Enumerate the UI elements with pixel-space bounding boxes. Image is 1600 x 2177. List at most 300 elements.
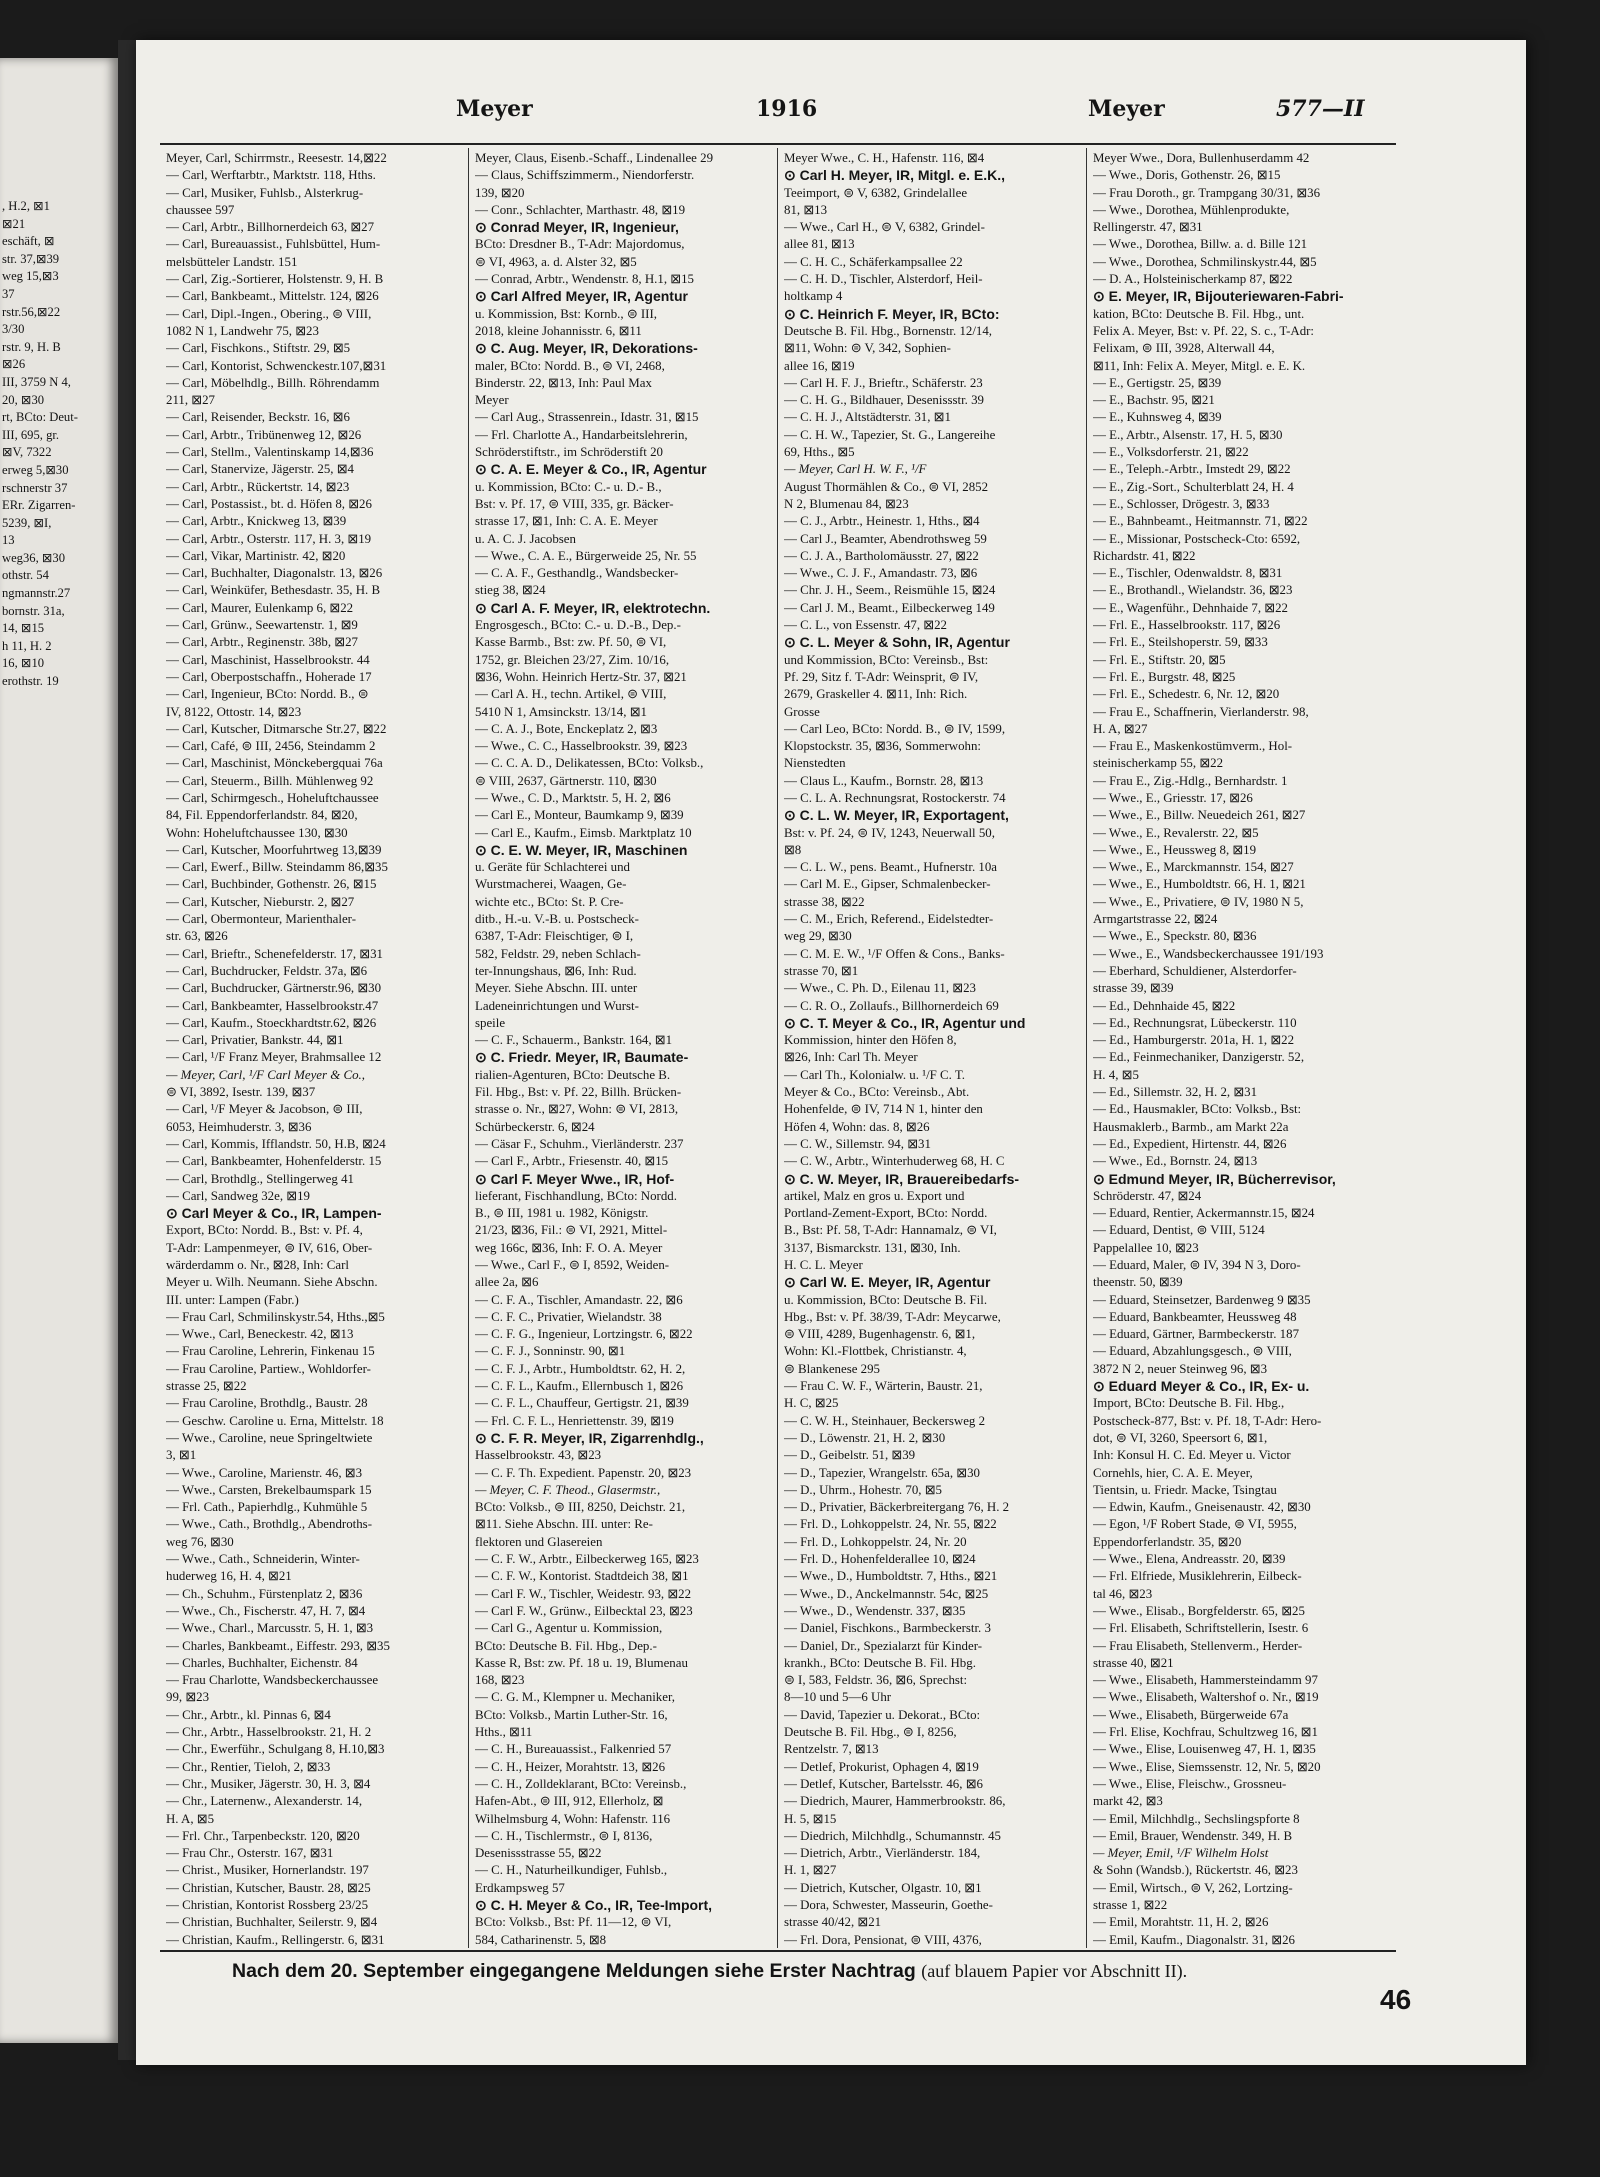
directory-entry-line: — Carl Aug., Strassenrein., Idastr. 31, ⊠15 bbox=[475, 410, 699, 425]
directory-entry-line: — Carl, Brieftr., Schenefelderstr. 17, ⊠31 bbox=[166, 946, 383, 961]
directory-entry-line: BCto: Volksb., Martin Luther-Str. 16, bbox=[475, 1707, 668, 1722]
directory-entry-line: — Carl F. W., Tischler, Weidestr. 93, ⊠22 bbox=[475, 1586, 692, 1601]
directory-entry-line: — E., Bahnbeamt., Heitmannstr. 71, ⊠22 bbox=[1093, 514, 1308, 529]
directory-entry-line: allee 16, ⊠19 bbox=[784, 358, 855, 373]
directory-entry-line: Hths., ⊠11 bbox=[475, 1725, 533, 1740]
directory-entry-line: — Frau Caroline, Lehrerin, Finkenau 15 bbox=[166, 1344, 375, 1359]
facing-page-line: ERr. Zigarren- bbox=[2, 498, 76, 513]
directory-entry-line: — Meyer, Emil, ¹/F Wilhelm Holst bbox=[1093, 1846, 1269, 1861]
directory-entry-line: — Wwe., C. Ph. D., Eilenau 11, ⊠23 bbox=[784, 981, 976, 996]
directory-entry-line: Meyer. Siehe Abschn. III. unter bbox=[475, 981, 638, 996]
directory-entry-line: ⊙ E. Meyer, IR, Bijouteriewaren-Fabri- bbox=[1093, 288, 1344, 305]
directory-entry-line: — D. A., Holsteinischerkamp 87, ⊠22 bbox=[1093, 272, 1293, 287]
directory-entry-line: — Carl, Zig.-Sortierer, Holstenstr. 9, H. B bbox=[166, 272, 384, 287]
directory-entry-line: — C. R. O., Zollaufs., Billhornerdeich 69 bbox=[784, 998, 999, 1013]
directory-entry-line: Hohenfelde, ⊜ IV, 714 N 1, hinter den bbox=[784, 1102, 983, 1117]
directory-entry-line: H. C. L. Meyer bbox=[784, 1258, 863, 1272]
directory-entry-line: — C. F. W., Kontorist. Stadtdeich 38, ⊠1 bbox=[475, 1569, 689, 1584]
book-gutter bbox=[118, 40, 136, 2060]
directory-entry-line: — Ed., Feinmechaniker, Danzigerstr. 52, bbox=[1093, 1050, 1305, 1065]
directory-entry-line: 211, ⊠27 bbox=[166, 393, 215, 408]
directory-entry-line: — Carl, Bankbeamter, Hohenfelderstr. 15 bbox=[166, 1154, 382, 1169]
directory-entry-line: — D., Geibelstr. 51, ⊠39 bbox=[784, 1448, 916, 1463]
directory-entry-line: — Emil, Morahtstr. 11, H. 2, ⊠26 bbox=[1093, 1915, 1269, 1930]
directory-entry-line: B., Bst: Pf. 58, T-Adr: Hannamalz, ⊜ VI, bbox=[784, 1223, 997, 1238]
column-1 bbox=[160, 148, 469, 1948]
directory-entry-line: strasse 70, ⊠1 bbox=[784, 963, 859, 978]
directory-entry-line: — Frl. Charlotte A., Handarbeitslehrerin, bbox=[475, 427, 688, 442]
directory-entry-line: wärderdamm o. Nr., ⊠28, Inh: Carl bbox=[166, 1258, 349, 1272]
directory-entry-line: — Wwe., Dorothea, Mühlenprodukte, bbox=[1093, 202, 1290, 217]
directory-entry-line: Meyer, Claus, Eisenb.-Schaff., Lindenallee 29 bbox=[475, 151, 714, 165]
directory-entry-line: Hbg., Bst: v. Pf. 38/39, T-Adr: Meycarwe, bbox=[784, 1309, 1001, 1324]
directory-entry-line: — Wwe., D., Anckelmannstr. 54c, ⊠25 bbox=[784, 1586, 989, 1601]
directory-entry-line: — Wwe., Caroline, neue Springeltwiete bbox=[166, 1430, 373, 1445]
directory-entry-line: — Carl, Werftarbtr., Marktstr. 118, Hths. bbox=[166, 168, 376, 183]
directory-entry-line: ⊙ Carl Meyer & Co., IR, Lampen- bbox=[166, 1205, 382, 1222]
directory-entry-line: — C. H. D., Tischler, Alsterdorf, Heil- bbox=[784, 272, 983, 287]
directory-entry-line: ⊜ VI, 3892, Isestr. 139, ⊠37 bbox=[166, 1085, 316, 1100]
directory-entry-line: IV, 8122, Ottostr. 14, ⊠23 bbox=[166, 704, 302, 719]
directory-entry-line: — Wwe., Ch., Fischerstr. 47, H. 7, ⊠4 bbox=[166, 1603, 366, 1618]
header-rule bbox=[160, 143, 1396, 145]
directory-entry-line: ⊠36, Wohn. Heinrich Hertz-Str. 37, ⊠21 bbox=[475, 669, 687, 684]
directory-entry-line: B., ⊜ III, 1981 u. 1982, Königstr. bbox=[475, 1206, 649, 1221]
directory-entry-line: ⊙ Conrad Meyer, IR, Ingenieur, bbox=[475, 219, 679, 236]
directory-entry-line: melsbütteler Landstr. 151 bbox=[166, 254, 298, 269]
directory-entry-line: — Frau Doroth., gr. Trampgang 30/31, ⊠36 bbox=[1093, 185, 1321, 200]
directory-entry-line: Portland-Zement-Export, BCto: Nordd. bbox=[784, 1206, 988, 1221]
directory-entry-line: — Carl, Arbtr., Osterstr. 117, H. 3, ⊠19 bbox=[166, 531, 372, 546]
directory-entry-line: — Frl. E., Burgstr. 48, ⊠25 bbox=[1093, 669, 1236, 684]
directory-entry-line: — Wwe., E., Griesstr. 17, ⊠26 bbox=[1093, 790, 1253, 805]
directory-entry-line: — Detlef, Kutscher, Bartelsstr. 46, ⊠6 bbox=[784, 1776, 983, 1791]
directory-entry-line: BCto: Volksb., Bst: Pf. 11—12, ⊜ VI, bbox=[475, 1915, 672, 1930]
directory-entry-line: 2018, kleine Johannisstr. 6, ⊠11 bbox=[475, 323, 642, 338]
directory-entry-line: ⊙ C. F. R. Meyer, IR, Zigarrenhdlg., bbox=[475, 1429, 704, 1446]
directory-entry-line: ⊜ VIII, 2637, Gärtnerstr. 110, ⊠30 bbox=[475, 773, 657, 788]
directory-entry-line: Erdkampsweg 57 bbox=[475, 1880, 565, 1895]
directory-entry-line: — Edwin, Kaufm., Gneisenaustr. 42, ⊠30 bbox=[1093, 1500, 1311, 1515]
directory-entry-line: Binderstr. 22, ⊠13, Inh: Paul Max bbox=[475, 375, 652, 390]
directory-entry-line: 8—10 und 5—6 Uhr bbox=[784, 1690, 892, 1705]
page-header bbox=[156, 96, 1396, 136]
directory-entry-line: — Carl, Kaufm., Stoeckhardtstr.62, ⊠26 bbox=[166, 1015, 377, 1030]
directory-entry-line: kation, BCto: Deutsche B. Fil. Hbg., unt. bbox=[1093, 306, 1305, 321]
directory-entry-line: — E., Missionar, Postscheck-Cto: 6592, bbox=[1093, 531, 1301, 546]
directory-entry-line: Richardstr. 41, ⊠22 bbox=[1093, 548, 1196, 563]
directory-entry-line: — Wwe., E., Marckmannstr. 154, ⊠27 bbox=[1093, 860, 1294, 875]
facing-page-line: rstr.56,⊠22 bbox=[2, 304, 61, 319]
directory-entry-line: — Carl, Reisender, Beckstr. 16, ⊠6 bbox=[166, 410, 350, 425]
directory-entry-line: ⊜ VI, 4963, a. d. Alster 32, ⊠5 bbox=[475, 254, 637, 269]
directory-entry-line: weg 166c, ⊠36, Inh: F. O. A. Meyer bbox=[475, 1240, 663, 1255]
directory-entry-line: — Carl, Stellm., Valentinskamp 14,⊠36 bbox=[166, 445, 374, 460]
directory-entry-line: — C. F. A., Tischler, Amandastr. 22, ⊠6 bbox=[475, 1292, 683, 1307]
directory-entry-line: ditb., H.-u. V.-B. u. Postscheck- bbox=[475, 912, 639, 927]
facing-page-text bbox=[0, 58, 118, 691]
directory-entry-line: — Carl, Weinküfer, Bethesdastr. 35, H. B bbox=[166, 583, 381, 598]
directory-entry-line: Meyer bbox=[475, 393, 509, 408]
directory-entry-line: huderweg 16, H. 4, ⊠21 bbox=[166, 1569, 292, 1584]
facing-page-line: 14, ⊠15 bbox=[2, 621, 45, 636]
facing-page-line: 5239, ⊠I, bbox=[2, 515, 52, 530]
directory-entry-line: — Carl, Arbtr., Rückertstr. 14, ⊠23 bbox=[166, 479, 350, 494]
directory-entry-line: chaussee 597 bbox=[166, 202, 235, 217]
directory-entry-line: — Christian, Kontorist Rossberg 23/25 bbox=[166, 1897, 369, 1912]
directory-entry-line: Inh: Konsul H. C. Ed. Meyer u. Victor bbox=[1093, 1448, 1291, 1463]
directory-entry-line: — Wwe., Elise, Siemssenstr. 12, Nr. 5, ⊠20 bbox=[1093, 1759, 1321, 1774]
directory-entry-line: Pf. 29, Sitz f. T-Adr: Weinsprit, ⊜ IV, bbox=[784, 669, 979, 684]
directory-entry-line: — Wwe., Carl, Beneckestr. 42, ⊠13 bbox=[166, 1327, 354, 1342]
directory-entry-line: — E., Teleph.-Arbtr., Imstedt 29, ⊠22 bbox=[1093, 462, 1291, 477]
directory-entry-line: — Carl, Steuerm., Billh. Mühlenweg 92 bbox=[166, 773, 374, 788]
directory-entry-line: — Geschw. Caroline u. Erna, Mittelstr. 18 bbox=[166, 1413, 384, 1428]
directory-entry-line: stieg 38, ⊠24 bbox=[475, 583, 546, 598]
directory-entry-line: — D., Tapezier, Wrangelstr. 65a, ⊠30 bbox=[784, 1465, 980, 1480]
facing-page-line: ngmannstr.27 bbox=[2, 586, 71, 601]
directory-entry-line: Meyer, Carl, Schirrmstr., Reesestr. 14,⊠22 bbox=[166, 151, 387, 165]
directory-entry-line: — Carl, Arbtr., Knickweg 13, ⊠39 bbox=[166, 514, 347, 529]
directory-entry-line: — Carl, Oberpostschaffn., Hoherade 17 bbox=[166, 669, 372, 684]
directory-entry-line: — Wwe., Dorothea, Schmilinskystr.44, ⊠5 bbox=[1093, 254, 1317, 269]
directory-entry-line: — Ed., Sillemstr. 32, H. 2, ⊠31 bbox=[1093, 1085, 1258, 1100]
directory-entry-line: — Wwe., Cath., Schneiderin, Winter- bbox=[166, 1552, 360, 1567]
directory-entry-line: Wilhelmsburg 4, Wohn: Hafenstr. 116 bbox=[475, 1811, 671, 1826]
directory-entry-line: — Carl, Maschinist, Mönckebergquai 76a bbox=[166, 756, 383, 771]
directory-entry-line: u. A. C. J. Jacobsen bbox=[475, 531, 576, 546]
directory-entry-line: strasse 17, ⊠1, Inh: C. A. E. Meyer bbox=[475, 514, 658, 529]
directory-entry-line: tal 46, ⊠23 bbox=[1093, 1586, 1153, 1601]
facing-page-line: ⊠21 bbox=[2, 216, 26, 231]
directory-entry-line: strasse 25, ⊠22 bbox=[166, 1379, 247, 1394]
directory-entry-line: strasse 40, ⊠21 bbox=[1093, 1655, 1174, 1670]
directory-entry-line: weg 76, ⊠30 bbox=[166, 1534, 234, 1549]
directory-entry-line: — C. F., Schauerm., Bankstr. 164, ⊠1 bbox=[475, 1033, 673, 1048]
facing-page-line: str. 37,⊠39 bbox=[2, 251, 60, 266]
directory-entry-line: — D., Löwenstr. 21, H. 2, ⊠30 bbox=[784, 1430, 946, 1445]
directory-entry-line: — Frau Caroline, Partiew., Wohldorfer- bbox=[166, 1361, 371, 1376]
directory-entry-line: Armgartstrasse 22, ⊠24 bbox=[1093, 912, 1218, 927]
directory-entry-line: — Carl, Kutscher, Ditmarsche Str.27, ⊠22 bbox=[166, 721, 387, 736]
signature-mark: 46 bbox=[1380, 1984, 1412, 2015]
facing-page-line: 20, ⊠30 bbox=[2, 392, 45, 407]
directory-entry-line: 6053, Heimhuderstr. 3, ⊠36 bbox=[166, 1119, 312, 1134]
directory-entry-line: — Ed., Hausmakler, BCto: Volksb., Bst: bbox=[1093, 1102, 1302, 1117]
facing-page-line: rt, BCto: Deut- bbox=[2, 410, 78, 425]
directory-entry-line: 582, Feldstr. 29, neben Schlach- bbox=[475, 946, 641, 961]
directory-entry-line: Grosse bbox=[784, 704, 820, 719]
directory-entry-line: — Claus, Schiffszimmerm., Niendorferstr. bbox=[475, 168, 695, 183]
directory-entry-line: — C. H. C., Schäferkampsallee 22 bbox=[784, 254, 963, 269]
directory-entry-line: — Frl. Elise, Kochfrau, Schultzweg 16, ⊠1 bbox=[1093, 1725, 1318, 1740]
directory-entry-line: — C. F. L., Kaufm., Ellernbusch 1, ⊠26 bbox=[475, 1379, 684, 1394]
directory-entry-line: — Meyer, Carl, ¹/F Carl Meyer & Co., bbox=[166, 1067, 365, 1082]
directory-entry-line: ⊜ VIII, 4289, Bugenhagenstr. 6, ⊠1, bbox=[784, 1327, 976, 1342]
header-right-keyword: Meyer bbox=[1088, 96, 1165, 122]
directory-entry-line: 2679, Graskeller 4. ⊠11, Inh: Rich. bbox=[784, 687, 968, 702]
directory-entry-line: H. C, ⊠25 bbox=[784, 1396, 839, 1411]
directory-entry-line: — Carl F. W., Grünw., Eilbecktal 23, ⊠23 bbox=[475, 1603, 693, 1618]
directory-entry-line: steinischerkamp 55, ⊠22 bbox=[1093, 756, 1224, 771]
directory-entry-line: — Carl F., Arbtr., Friesenstr. 40, ⊠15 bbox=[475, 1154, 669, 1169]
directory-entry-line: — Carl A. H., techn. Artikel, ⊜ VIII, bbox=[475, 687, 667, 702]
directory-entry-line: — Wwe., E., Revalerstr. 22, ⊠5 bbox=[1093, 825, 1259, 840]
directory-entry-line: H. 1, ⊠27 bbox=[784, 1863, 837, 1878]
directory-entry-line: — C. H. G., Bildhauer, Desenissstr. 39 bbox=[784, 393, 984, 408]
directory-entry-line: — C. M. E. W., ¹/F Offen & Cons., Banks- bbox=[784, 946, 1005, 961]
directory-entry-line: — C. C. A. D., Delikatessen, BCto: Volksb., bbox=[475, 756, 704, 771]
directory-entry-line: 3872 N 2, neuer Steinweg 96, ⊠3 bbox=[1093, 1361, 1268, 1376]
directory-entry-line: — Wwe., C. C., Hasselbrookstr. 39, ⊠23 bbox=[475, 739, 688, 754]
directory-entry-line: u. Kommission, Bst: Kornb., ⊜ III, bbox=[475, 306, 657, 321]
directory-entry-line: — Carl, Musiker, Fuhlsb., Alsterkrug- bbox=[166, 185, 364, 200]
directory-entry-line: ⊠8 bbox=[784, 842, 802, 857]
directory-entry-line: — Frau Chr., Osterstr. 167, ⊠31 bbox=[166, 1846, 334, 1861]
directory-entry-line: — Frl. Elisabeth, Schriftstellerin, Isestr. 6 bbox=[1093, 1621, 1309, 1636]
directory-entry-line: — Carl, Postassist., bt. d. Höfen 8, ⊠26 bbox=[166, 496, 372, 511]
directory-entry-line: — Wwe., E., Heussweg 8, ⊠19 bbox=[1093, 842, 1257, 857]
facing-page-line: weg 15,⊠3 bbox=[2, 269, 59, 284]
directory-entry-line: — Wwe., D., Wendenstr. 337, ⊠35 bbox=[784, 1603, 966, 1618]
directory-entry-line: Deutsche B. Fil. Hbg., ⊜ I, 8256, bbox=[784, 1725, 957, 1740]
directory-entry-line: Import, BCto: Deutsche B. Fil. Hbg., bbox=[1093, 1396, 1285, 1411]
directory-entry-line: speile bbox=[475, 1015, 506, 1030]
facing-page-line: ⊠V, 7322 bbox=[2, 445, 52, 460]
directory-entry-line: — Frl. Dora, Pensionat, ⊜ VIII, 4376, bbox=[784, 1932, 982, 1947]
directory-entry-line: Meyer u. Wilh. Neumann. Siehe Abschn. bbox=[166, 1275, 378, 1290]
footer-rule bbox=[160, 1950, 1396, 1952]
directory-entry-line: — Eduard, Rentier, Ackermannstr.15, ⊠24 bbox=[1093, 1206, 1315, 1221]
directory-entry-line: BCto: Dresdner B., T-Adr: Majordomus, bbox=[475, 237, 685, 252]
directory-entry-line: — C. L. A. Rechnungsrat, Rostockerstr. 74 bbox=[784, 790, 1006, 805]
facing-page-line: eschäft, ⊠ bbox=[2, 234, 55, 249]
footer-text: Nach dem 20. September eingegangene Meldungen siehe Erster Nachtrag bbox=[232, 1960, 916, 1982]
directory-entry-line: — E., Arbtr., Alsenstr. 17, H. 5, ⊠30 bbox=[1093, 427, 1283, 442]
header-page-number: 577—II bbox=[1276, 96, 1365, 122]
directory-entry-line: — Carl, Buchbinder, Gothenstr. 26, ⊠15 bbox=[166, 877, 377, 892]
directory-entry-line: — Wwe., Elise, Fleischw., Grossneu- bbox=[1093, 1776, 1287, 1791]
directory-entry-line: — Wwe., C. J. F., Amandastr. 73, ⊠6 bbox=[784, 566, 978, 581]
directory-entry-line: BCto: Deutsche B. Fil. Hbg., Dep.- bbox=[475, 1638, 657, 1653]
directory-entry-line: u. Kommission, BCto: C.- u. D.- B., bbox=[475, 479, 662, 494]
directory-entry-line: — Frau E., Maskenkostümverm., Hol- bbox=[1093, 739, 1293, 754]
directory-entry-line: — Carl H. F. J., Brieftr., Schäferstr. 23 bbox=[784, 375, 983, 390]
directory-entry-line: — C. M., Erich, Referend., Eidelstedter- bbox=[784, 912, 994, 927]
facing-page bbox=[0, 58, 118, 2043]
directory-entry-line: 81, ⊠13 bbox=[784, 202, 828, 217]
directory-entry-line: 84, Fil. Eppendorferlandstr. 84, ⊠20, bbox=[166, 808, 358, 823]
directory-entry-line: — Wwe., Dorothea, Billw. a. d. Bille 121 bbox=[1093, 237, 1308, 252]
facing-page-line: 3/30 bbox=[2, 322, 25, 337]
directory-entry-line: — E., Wagenführ., Dehnhaide 7, ⊠22 bbox=[1093, 600, 1288, 615]
directory-entry-line: Bst: v. Pf. 17, ⊜ VIII, 335, gr. Bäcker- bbox=[475, 496, 674, 511]
directory-entry-line: — Carl, ¹/F Franz Meyer, Brahmsallee 12 bbox=[166, 1050, 382, 1065]
directory-entry-line: — E., Brothandl., Wielandstr. 36, ⊠23 bbox=[1093, 583, 1293, 598]
directory-entry-line: Nienstedten bbox=[784, 756, 846, 771]
directory-entry-line: — Frl. D., Hohenfelderallee 10, ⊠24 bbox=[784, 1552, 976, 1567]
directory-entry-line: — Carl E., Kaufm., Eimsb. Marktplatz 10 bbox=[475, 825, 692, 840]
directory-entry-line: — Carl, Ewerf., Billw. Steindamm 86,⊠35 bbox=[166, 860, 388, 875]
directory-entry-line: — C. L., von Essenstr. 47, ⊠22 bbox=[784, 618, 947, 633]
directory-entry-line: — Carl, Buchhalter, Diagonalstr. 13, ⊠26 bbox=[166, 566, 383, 581]
directory-entry-line: — Diedrich, Maurer, Hammerbrookstr. 86, bbox=[784, 1794, 1006, 1809]
directory-entry-line: August Thormählen & Co., ⊜ VI, 2852 bbox=[784, 479, 989, 494]
directory-entry-line: ⊙ C. H. Meyer & Co., IR, Tee-Import, bbox=[475, 1896, 713, 1913]
directory-entry-line: — Carl, ¹/F Meyer & Jacobson, ⊜ III, bbox=[166, 1102, 363, 1117]
directory-entry-line: — E., Gertigstr. 25, ⊠39 bbox=[1093, 375, 1222, 390]
directory-entry-line: — Carl, Schirmgesch., Hoheluftchaussee bbox=[166, 790, 379, 805]
directory-entry-line: ⊙ C. Heinrich F. Meyer, IR, BCto: bbox=[784, 305, 1000, 322]
directory-entry-line: H. A, ⊠5 bbox=[166, 1811, 215, 1826]
directory-entry-line: allee 81, ⊠13 bbox=[784, 237, 855, 252]
directory-entry-line: flektoren und Glasereien bbox=[475, 1534, 603, 1549]
facing-page-line: III, 3759 N 4, bbox=[2, 374, 71, 389]
directory-entry-line: ⊙ Edmund Meyer, IR, Bücherrevisor, bbox=[1093, 1170, 1336, 1187]
facing-page-line: 16, ⊠10 bbox=[2, 656, 45, 671]
directory-entry-line: — Wwe., E., Privatiere, ⊜ IV, 1980 N 5, bbox=[1093, 894, 1304, 909]
directory-entry-line: — C. J. A., Bartholomäusstr. 27, ⊠22 bbox=[784, 548, 979, 563]
directory-entry-line: Hasselbrookstr. 43, ⊠23 bbox=[475, 1448, 602, 1463]
facing-page-line: weg36, ⊠30 bbox=[2, 550, 66, 565]
directory-entry-line: — Carl, Stanervize, Jägerstr. 25, ⊠4 bbox=[166, 462, 355, 477]
directory-entry-line: Hafen-Abt., ⊜ III, 912, Ellerholz, ⊠ bbox=[475, 1794, 664, 1809]
directory-entry-line: — Emil, Milchhdlg., Sechslingspforte 8 bbox=[1093, 1811, 1300, 1826]
directory-entry-line: — Wwe., D., Humboldtstr. 7, Hths., ⊠21 bbox=[784, 1569, 998, 1584]
directory-entry-line: Rellingerstr. 47, ⊠31 bbox=[1093, 220, 1203, 235]
facing-page-line: othstr. 54 bbox=[2, 568, 49, 583]
directory-entry-line: — Wwe., C. D., Marktstr. 5, H. 2, ⊠6 bbox=[475, 790, 671, 805]
directory-entry-line: u. Geräte für Schlachterei und bbox=[475, 860, 630, 875]
directory-entry-line: ⊙ Carl F. Meyer Wwe., IR, Hof- bbox=[475, 1170, 675, 1187]
directory-entry-line: Desenissstrasse 55, ⊠22 bbox=[475, 1846, 602, 1861]
directory-entry-line: ter-Innungshaus, ⊠6, Inh: Rud. bbox=[475, 963, 637, 978]
directory-entry-line: — Carl G., Agentur u. Kommission, bbox=[475, 1621, 663, 1636]
directory-entry-line: — Emil, Brauer, Wendenstr. 349, H. B bbox=[1093, 1828, 1293, 1843]
directory-entry-line: — Carl J. M., Beamt., Eilbeckerweg 149 bbox=[784, 600, 995, 615]
directory-entry-line: Bst: v. Pf. 24, ⊜ IV, 1243, Neuerwall 50, bbox=[784, 825, 995, 840]
directory-entry-line: 1082 N 1, Landwehr 75, ⊠23 bbox=[166, 323, 319, 338]
directory-entry-line: — Daniel, Dr., Spezialarzt für Kinder- bbox=[784, 1638, 983, 1653]
directory-entry-line: Wurstmacherei, Waagen, Ge- bbox=[475, 877, 627, 892]
directory-entry-line: — Wwe., Elisabeth, Bürgerweide 67a bbox=[1093, 1707, 1289, 1722]
directory-entry-line: strasse 1, ⊠22 bbox=[1093, 1897, 1168, 1912]
directory-entry-line: — E., Bachstr. 95, ⊠21 bbox=[1093, 393, 1215, 408]
directory-entry-line: — C. W., Arbtr., Winterhuderweg 68, H. C bbox=[784, 1154, 1005, 1169]
directory-entry-line: — Frl. Chr., Tarpenbeckstr. 120, ⊠20 bbox=[166, 1828, 360, 1843]
directory-entry-line: — Wwe., C. A. E., Bürgerweide 25, Nr. 55 bbox=[475, 548, 697, 563]
directory-entry-line: 3, ⊠1 bbox=[166, 1448, 197, 1463]
directory-entry-line: — Carl, Maurer, Eulenkamp 6, ⊠22 bbox=[166, 600, 354, 615]
directory-entry-line: Meyer & Co., BCto: Vereinsb., Abt. bbox=[784, 1085, 970, 1100]
directory-entry-line: — Frl. D., Lohkoppelstr. 24, Nr. 55, ⊠22 bbox=[784, 1517, 997, 1532]
directory-entry-line: — Carl, Sandweg 32e, ⊠19 bbox=[166, 1188, 310, 1203]
directory-entry-line: — Eberhard, Schuldiener, Alsterdorfer- bbox=[1093, 963, 1297, 978]
directory-entry-line: — Wwe., Ed., Bornstr. 24, ⊠13 bbox=[1093, 1154, 1258, 1169]
directory-entry-line: — Wwe., Carl H., ⊜ V, 6382, Grindel- bbox=[784, 220, 985, 235]
directory-entry-line: ⊜ Blankenese 295 bbox=[784, 1361, 880, 1376]
facing-page-line: rschnerstr 37 bbox=[2, 480, 68, 495]
directory-entry-line: 99, ⊠23 bbox=[166, 1690, 210, 1705]
facing-page-line: III, 695, gr. bbox=[2, 427, 60, 442]
directory-entry-line: Export, BCto: Nordd. B., Bst: v. Pf. 4, bbox=[166, 1223, 363, 1238]
directory-entry-line: — Wwe., Elisab., Borgfelderstr. 65, ⊠25 bbox=[1093, 1603, 1305, 1618]
directory-entry-line: — Frau Carl, Schmilinskystr.54, Hths.,⊠5 bbox=[166, 1309, 385, 1324]
directory-entry-line: ⊙ C. W. Meyer, IR, Brauereibedarfs- bbox=[784, 1170, 1020, 1187]
directory-entry-line: — Frau E., Schaffnerin, Vierlanderstr. 98, bbox=[1093, 704, 1309, 719]
directory-entry-line: ⊙ C. T. Meyer & Co., IR, Agentur und bbox=[784, 1014, 1026, 1031]
directory-entry-line: — C. H., Bureauassist., Falkenried 57 bbox=[475, 1742, 672, 1757]
directory-entry-line: — C. H., Zolldeklarant, BCto: Vereinsb., bbox=[475, 1776, 687, 1791]
directory-entry-line: — Christian, Buchhalter, Seilerstr. 9, ⊠4 bbox=[166, 1915, 378, 1930]
directory-entry-line: Klopstockstr. 35, ⊠36, Sommerwohn: bbox=[784, 739, 981, 754]
directory-entry-line: — Chr., Rentier, Tieloh, 2, ⊠33 bbox=[166, 1759, 331, 1774]
directory-entry-line: III. unter: Lampen (Fabr.) bbox=[166, 1292, 299, 1307]
directory-entry-line: ⊠26, Inh: Carl Th. Meyer bbox=[784, 1050, 918, 1065]
directory-entry-line: — Wwe., Carl F., ⊜ I, 8592, Weiden- bbox=[475, 1258, 670, 1272]
directory-entry-line: H. 4, ⊠5 bbox=[1093, 1067, 1139, 1082]
directory-entry-line: — Ch., Schuhm., Fürstenplatz 2, ⊠36 bbox=[166, 1586, 363, 1601]
directory-entry-line: — E., Zig.-Sort., Schulterblatt 24, H. 4 bbox=[1093, 479, 1294, 494]
directory-entry-line: Pappelallee 10, ⊠23 bbox=[1093, 1240, 1199, 1255]
directory-entry-line: — Detlef, Prokurist, Ophagen 4, ⊠19 bbox=[784, 1759, 979, 1774]
directory-entry-line: — Carl, Buchdrucker, Feldstr. 37a, ⊠6 bbox=[166, 963, 368, 978]
directory-entry-line: — Carl Leo, BCto: Nordd. B., ⊜ IV, 1599, bbox=[784, 721, 1006, 736]
directory-entry-line: Hausmaklerb., Barmb., am Markt 22a bbox=[1093, 1119, 1289, 1134]
directory-entry-line: — Carl, Kutscher, Nieburstr. 2, ⊠27 bbox=[166, 894, 355, 909]
directory-entry-line: ⊙ C. L. W. Meyer, IR, Exportagent, bbox=[784, 807, 1009, 824]
directory-entry-line: — Charles, Bankbeamt., Eiffestr. 293, ⊠35 bbox=[166, 1638, 390, 1653]
directory-entry-line: — Eduard, Abzahlungsgesch., ⊜ VIII, bbox=[1093, 1344, 1292, 1359]
directory-entry-line: — C. F. L., Chauffeur, Gertigstr. 21, ⊠39 bbox=[475, 1396, 689, 1411]
directory-entry-line: — Frl. Elfriede, Musiklehrerin, Eilbeck- bbox=[1093, 1569, 1302, 1584]
directory-entry-line: — Carl, Bureauassist., Fuhlsbüttel, Hum- bbox=[166, 237, 381, 252]
directory-entry-line: — Dietrich, Kutscher, Olgastr. 10, ⊠1 bbox=[784, 1880, 982, 1895]
directory-entry-line: — C. W., Sillemstr. 94, ⊠31 bbox=[784, 1136, 931, 1151]
directory-entry-line: — Carl, Bankbeamt., Mittelstr. 124, ⊠26 bbox=[166, 289, 379, 304]
directory-entry-line: — D., Privatier, Bäckerbreitergang 76, H. 2 bbox=[784, 1500, 1010, 1515]
directory-entry-line: — Wwe., Cath., Brothdlg., Abendroths- bbox=[166, 1517, 372, 1532]
directory-entry-line: — Wwe., Carsten, Brekelbaumspark 15 bbox=[166, 1482, 372, 1497]
directory-entry-line: — C. L. W., pens. Beamt., Hufnerstr. 10a bbox=[784, 860, 998, 875]
directory-entry-line: — E., Volksdorferstr. 21, ⊠22 bbox=[1093, 445, 1249, 460]
directory-entry-line: 168, ⊠23 bbox=[475, 1673, 525, 1688]
directory-entry-line: Fil. Hbg., Bst: v. Pf. 22, Billh. Brücken- bbox=[475, 1085, 682, 1100]
column-2 bbox=[469, 148, 778, 1948]
directory-entry-line: str. 63, ⊠26 bbox=[166, 929, 228, 944]
directory-entry-line: — C. H., Naturheilkundiger, Fuhlsb., bbox=[475, 1863, 668, 1878]
directory-entry-line: Postscheck-877, Bst: v. Pf. 18, T-Adr: Hero- bbox=[1093, 1413, 1322, 1428]
directory-entry-line: 139, ⊠20 bbox=[475, 185, 525, 200]
directory-entry-line: Felixam, ⊜ III, 3928, Alterwall 44, bbox=[1093, 341, 1275, 356]
directory-entry-line: — Emil, Wirtsch., ⊜ V, 262, Lortzing- bbox=[1093, 1880, 1293, 1895]
directory-entry-line: — Frl. E., Stiftstr. 20, ⊠5 bbox=[1093, 652, 1226, 667]
directory-entry-line: Kasse R, Bst: zw. Pf. 18 u. 19, Blumenau bbox=[475, 1655, 688, 1670]
directory-entry-line: ⊜ I, 583, Feldstr. 36, ⊠6, Sprechst: bbox=[784, 1673, 968, 1688]
directory-entry-line: H. 5, ⊠15 bbox=[784, 1811, 837, 1826]
directory-entry-line: — David, Tapezier u. Dekorat., BCto: bbox=[784, 1707, 981, 1722]
directory-entry-line: — C. F. W., Arbtr., Eilbeckerweg 165, ⊠23 bbox=[475, 1552, 699, 1567]
facing-page-line: 37 bbox=[2, 286, 15, 301]
directory-entry-line: — Carl J., Beamter, Abendrothsweg 59 bbox=[784, 531, 987, 546]
directory-entry-line: — Chr., Ewerführ., Schulgang 8, H.10,⊠3 bbox=[166, 1742, 385, 1757]
directory-entry-line: — Carl, Privatier, Bankstr. 44, ⊠1 bbox=[166, 1033, 344, 1048]
directory-entry-line: — Carl E., Monteur, Baumkamp 9, ⊠39 bbox=[475, 808, 684, 823]
directory-entry-line: Schürbeckerstr. 6, ⊠24 bbox=[475, 1119, 595, 1134]
directory-entry-line: Cornehls, hier, C. A. E. Meyer, bbox=[1093, 1465, 1253, 1480]
directory-entry-line: — Carl, Maschinist, Hasselbrookstr. 44 bbox=[166, 652, 370, 667]
directory-entry-line: — Cäsar F., Schuhm., Vierländerstr. 237 bbox=[475, 1136, 684, 1151]
